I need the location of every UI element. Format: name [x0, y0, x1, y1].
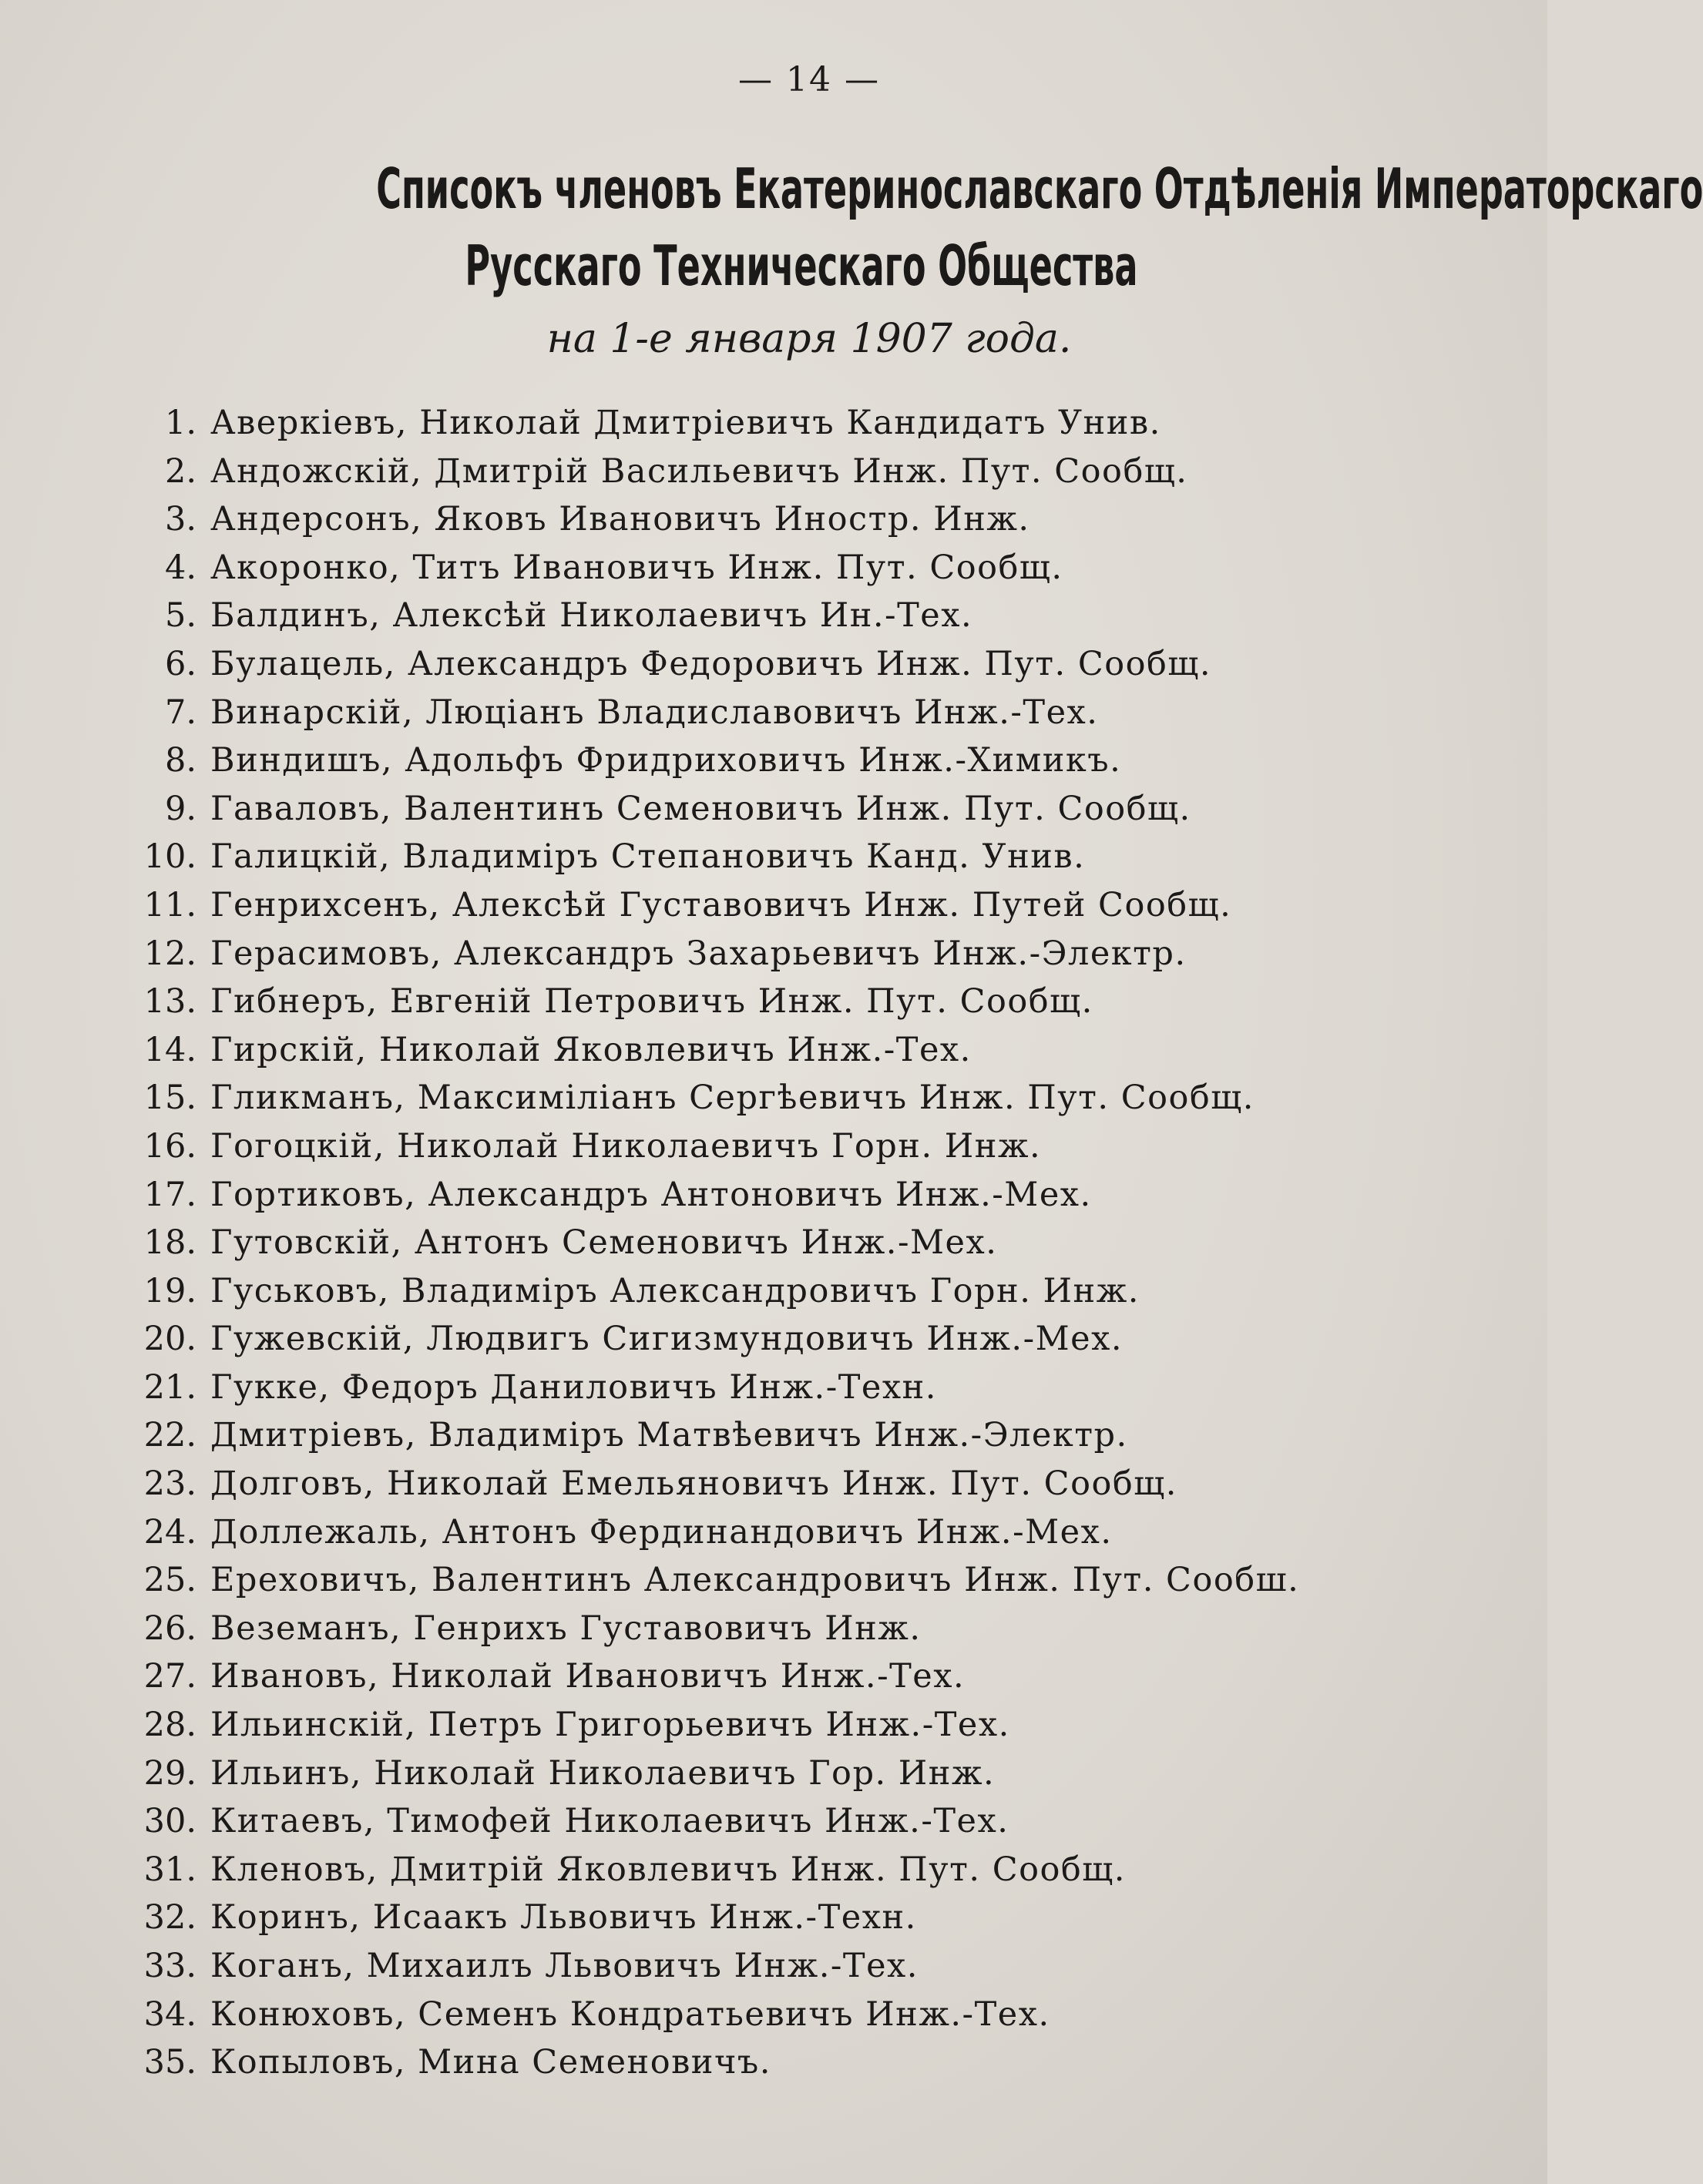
list-item-text: Булацель, Александръ Федоровичъ Инж. Пут. Сообщ. — [210, 644, 1212, 683]
list-item-text: Ивановъ, Николай Ивановичъ Инж.-Тех. — [210, 1657, 966, 1696]
list-item-text: Галицкій, Владиміръ Степановичъ Канд. Унив. — [210, 837, 1086, 877]
list-item — [0, 399, 1464, 448]
list-item-number: 31. — [143, 1850, 196, 1889]
list-item — [0, 1701, 1464, 1750]
list-item-text: Генрихсенъ, Алексѣй Густавовичъ Инж. Путей Сообщ. — [210, 885, 1232, 924]
list-item-number: 20. — [143, 1320, 196, 1359]
list-item — [0, 1219, 1464, 1267]
list-item — [0, 1991, 1464, 2039]
list-item-text: Дмитріевъ, Владиміръ Матвѣевичъ Инж.-Электр. — [210, 1416, 1128, 1455]
list-item-number: 9. — [164, 789, 196, 828]
list-item — [0, 544, 1464, 592]
list-item-text: Китаевъ, Тимофей Николаевичъ Инж.-Тех. — [210, 1802, 1009, 1841]
list-item — [0, 1556, 1464, 1605]
list-item-number: 17. — [143, 1175, 196, 1214]
list-item — [0, 1652, 1464, 1701]
list-item — [0, 1122, 1464, 1171]
list-item — [0, 640, 1464, 689]
list-item-text: Андожскій, Дмитрій Васильевичъ Инж. Пут. Сообщ. — [210, 451, 1188, 491]
member-list — [0, 399, 1464, 2087]
list-item-text: Ереховичъ, Валентинъ Александровичъ Инж. Пут. Сообш. — [210, 1561, 1300, 1600]
list-item — [0, 1411, 1464, 1460]
list-item-number: 22. — [143, 1416, 196, 1455]
list-item-text: Гаваловъ, Валентинъ Семеновичъ Инж. Пут. Сообщ. — [210, 789, 1191, 828]
list-item-number: 1. — [164, 404, 196, 442]
list-item-number: 23. — [143, 1464, 196, 1504]
list-item-number: 13. — [143, 982, 196, 1022]
list-item-text: Гукке, Федоръ Даниловичъ Инж.-Техн. — [210, 1367, 937, 1407]
list-item — [0, 1267, 1464, 1316]
list-item-number: 21. — [143, 1367, 196, 1407]
title-line-1: Списокъ членовъ Екатеринославскаго Отдѣленія Императорскаго — [376, 156, 1703, 221]
list-item-text: Конюховъ, Семенъ Кондратьевичъ Инж.-Тех. — [210, 1994, 1050, 2034]
list-item-text: Гужевскій, Людвигъ Сигизмундовичъ Инж.-Мех. — [210, 1320, 1124, 1359]
list-item-text: Виндишъ, Адольфъ Фридриховичъ Инж.-Химикъ. — [210, 741, 1122, 780]
list-item-number: 26. — [143, 1609, 196, 1648]
list-item-text: Аверкіевъ, Николай Дмитріевичъ Кандидатъ Унив. — [210, 404, 1161, 442]
list-item-text: Веземанъ, Генрихъ Густавовичъ Инж. — [210, 1609, 922, 1648]
list-item — [0, 1605, 1464, 1653]
list-item-number: 7. — [164, 693, 196, 732]
document-title — [376, 150, 1703, 304]
list-item-number: 5. — [164, 596, 196, 636]
list-item — [0, 689, 1464, 737]
list-item — [0, 736, 1464, 785]
list-item-number: 12. — [143, 934, 196, 973]
list-item-text: Гогоцкій, Николай Николаевичъ Горн. Инж. — [210, 1126, 1042, 1166]
title-line-2: Русскаго Техническаго Общества — [465, 233, 1138, 298]
list-item — [0, 1026, 1464, 1075]
list-item-text: Гибнеръ, Евгеній Петровичъ Инж. Пут. Сообщ. — [210, 982, 1093, 1022]
list-item — [0, 1750, 1464, 1798]
list-item-text: Акоронко, Титъ Ивановичъ Инж. Пут. Сообщ. — [210, 548, 1063, 587]
list-item-text: Коринъ, Исаакъ Львовичъ Инж.-Техн. — [210, 1898, 917, 1937]
list-item-text: Балдинъ, Алексѣй Николаевичъ Ин.-Тех. — [210, 596, 973, 636]
list-item-text: Гирскій, Николай Яковлевичъ Инж.-Тех. — [210, 1030, 972, 1069]
list-item-number: 19. — [143, 1271, 196, 1310]
list-item-number: 30. — [143, 1802, 196, 1841]
list-item-number: 16. — [143, 1126, 196, 1166]
list-item — [0, 978, 1464, 1026]
list-item-text: Винарскій, Люціанъ Владиславовичъ Инж.-Тех. — [210, 693, 1099, 732]
list-item-text: Копыловъ, Мина Семеновичъ. — [210, 2043, 771, 2082]
list-item-number: 8. — [164, 741, 196, 780]
list-item — [0, 2038, 1464, 2087]
list-item — [0, 495, 1464, 544]
list-item — [0, 592, 1464, 640]
list-item — [0, 833, 1464, 881]
list-item-number: 14. — [143, 1030, 196, 1069]
page-number: — 14 — — [738, 60, 880, 99]
list-item-text: Коганъ, Михаилъ Львовичъ Инж.-Тех. — [210, 1947, 919, 1985]
list-item — [0, 1846, 1464, 1894]
list-item-number: 33. — [143, 1947, 196, 1985]
list-item — [0, 1074, 1464, 1122]
list-item-number: 11. — [143, 885, 196, 924]
list-item-text: Герасимовъ, Александръ Захарьевичъ Инж.-Электр. — [210, 934, 1187, 973]
list-item — [0, 930, 1464, 978]
list-item-number: 6. — [164, 644, 196, 683]
list-item-text: Гликманъ, Максиміліанъ Сергѣевичъ Инж. Пут. Сообщ. — [210, 1079, 1255, 1118]
list-item-number: 27. — [143, 1657, 196, 1696]
list-item — [0, 1797, 1464, 1846]
list-item-number: 15. — [143, 1079, 196, 1118]
list-item-text: Ильинъ, Николай Николаевичъ Гор. Инж. — [210, 1753, 996, 1793]
list-item — [0, 448, 1464, 496]
list-item — [0, 1508, 1464, 1557]
list-item-text: Гуськовъ, Владиміръ Александровичъ Горн. Инж. — [210, 1271, 1140, 1310]
list-item-number: 4. — [164, 548, 196, 587]
list-item-number: 3. — [164, 500, 196, 539]
list-item-text: Кленовъ, Дмитрій Яковлевичъ Инж. Пут. Сообщ. — [210, 1850, 1126, 1889]
list-item-number: 35. — [143, 2043, 196, 2082]
list-item-text: Гортиковъ, Александръ Антоновичъ Инж.-Мех. — [210, 1175, 1092, 1214]
list-item-number: 2. — [164, 451, 196, 491]
list-item — [0, 1315, 1464, 1364]
list-item — [0, 1894, 1464, 1942]
list-item-number: 28. — [143, 1706, 196, 1745]
list-item — [0, 1364, 1464, 1412]
list-item-number: 25. — [143, 1561, 196, 1600]
list-item-text: Доллежаль, Антонъ Фердинандовичъ Инж.-Мех. — [210, 1512, 1113, 1552]
list-item — [0, 1171, 1464, 1219]
list-item-text: Ильинскій, Петръ Григорьевичъ Инж.-Тех. — [210, 1706, 1010, 1745]
list-item — [0, 785, 1464, 834]
list-item — [0, 1460, 1464, 1508]
list-item-number: 34. — [143, 1994, 196, 2034]
list-item-number: 10. — [143, 837, 196, 877]
list-item-text: Гутовскій, Антонъ Семеновичъ Инж.-Мех. — [210, 1223, 998, 1263]
list-item-text: Долговъ, Николай Емельяновичъ Инж. Пут. Сообщ. — [210, 1464, 1177, 1504]
list-item — [0, 881, 1464, 930]
list-item-number: 29. — [143, 1753, 196, 1793]
list-item-number: 18. — [143, 1223, 196, 1263]
list-item-number: 24. — [143, 1512, 196, 1552]
list-item — [0, 1942, 1464, 1991]
list-item-text: Андерсонъ, Яковъ Ивановичъ Иностр. Инж. — [210, 500, 1030, 539]
list-item-number: 32. — [143, 1898, 196, 1937]
document-subtitle: на 1-е января 1907 года. — [546, 316, 1072, 362]
